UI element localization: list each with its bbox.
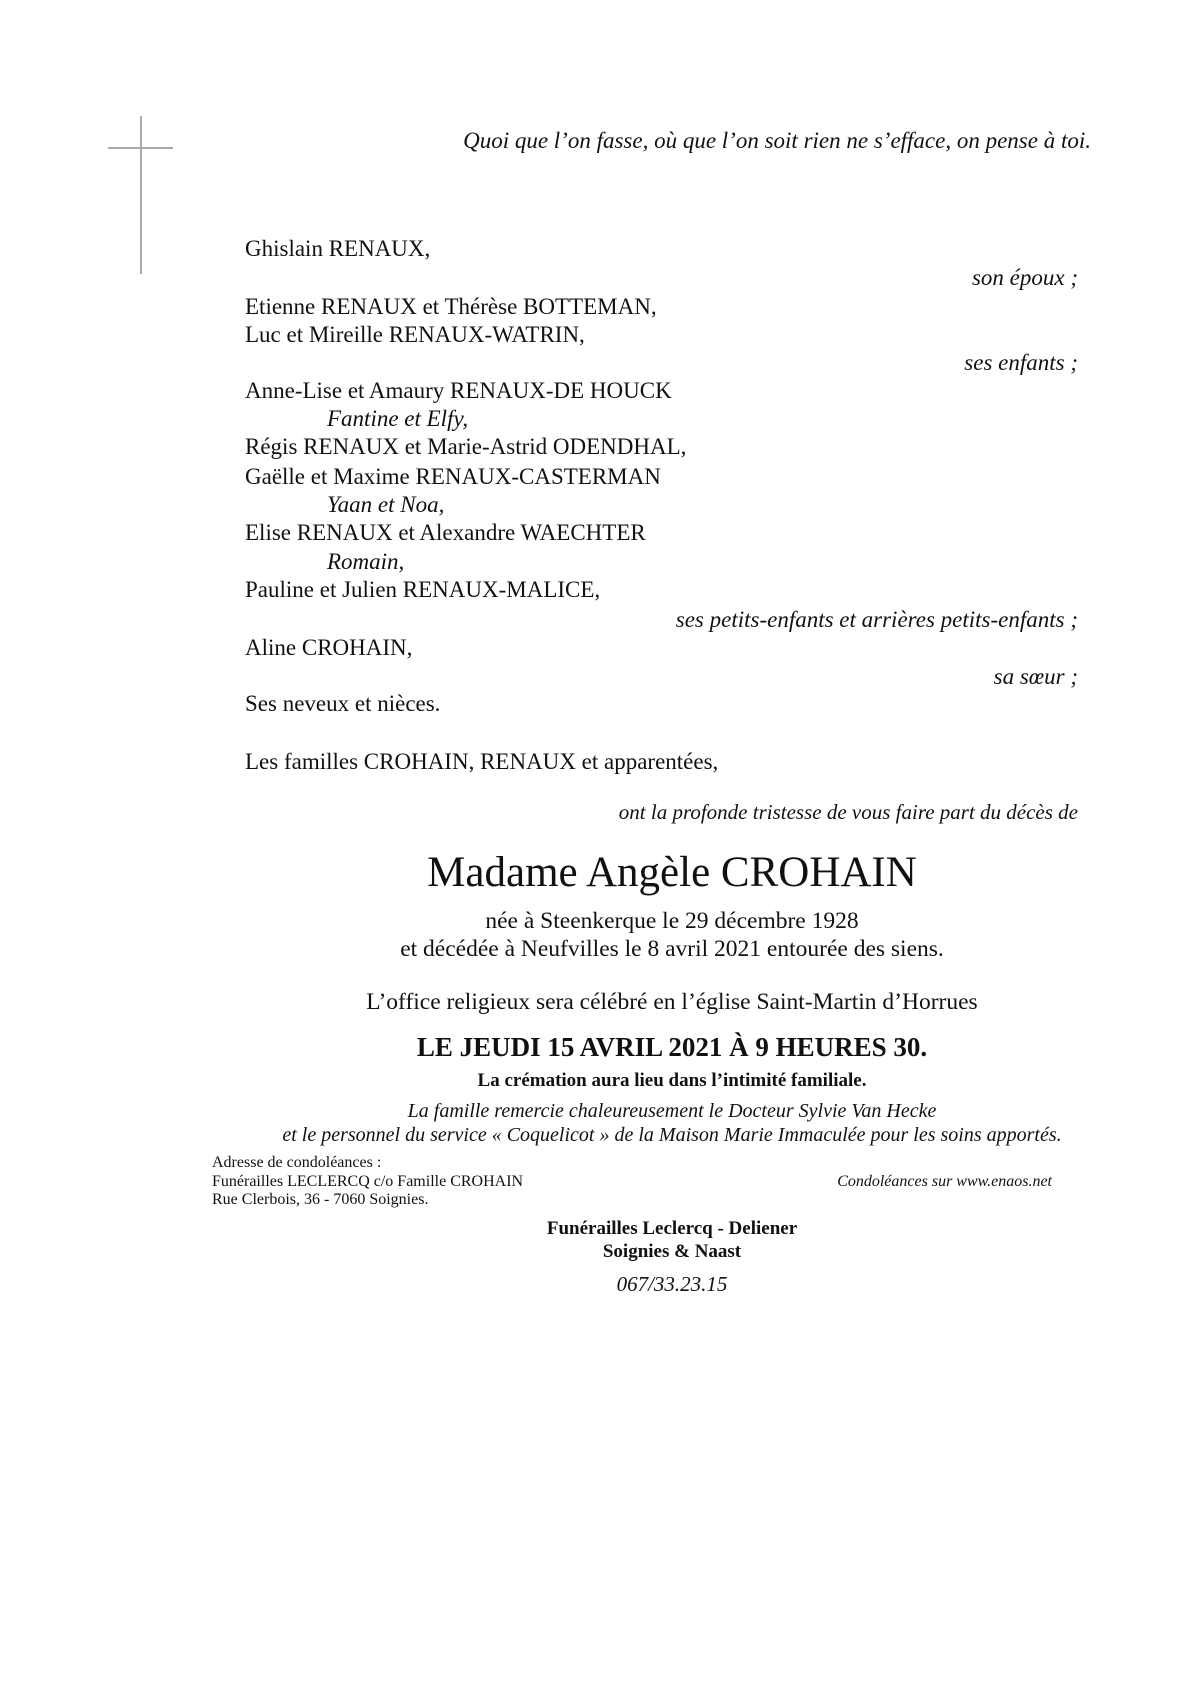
funeral-home-phone: 067/33.23.15: [616, 1272, 728, 1296]
sister-name: Aline CROHAIN,: [245, 635, 413, 660]
cross-horizontal-bar: [108, 147, 173, 149]
funeral-home-locations: Soignies & Naast: [602, 1241, 742, 1262]
great-grandchildren-names: Yaan et Noa,: [327, 492, 445, 517]
condolence-address-label: Adresse de condoléances :: [212, 1154, 382, 1171]
nephews-nieces: Ses neveux et nièces.: [245, 691, 441, 716]
birth-info: née à Steenkerque le 29 décembre 1928: [485, 908, 859, 934]
deceased-name: Madame Angèle CROHAIN: [427, 849, 917, 896]
extended-families: Les familles CROHAIN, RENAUX et apparentées,: [245, 749, 719, 774]
sister-relation: sa sœur ;: [993, 664, 1078, 689]
spouse-name: Ghislain RENAUX,: [245, 236, 431, 261]
child-name: Etienne RENAUX et Thérèse BOTTEMAN,: [245, 294, 657, 319]
condolence-address-line: Rue Clerbois, 36 - 7060 Soignies.: [212, 1191, 429, 1208]
online-condolences: Condoléances sur www.enaos.net: [837, 1173, 1052, 1190]
service-info: L’office religieux sera célébré en l’église Saint-Martin d’Horrues: [366, 989, 978, 1015]
grandchild-name: Anne-Lise et Amaury RENAUX-DE HOUCK: [245, 378, 672, 403]
service-datetime: LE JEUDI 15 AVRIL 2021 À 9 HEURES 30.: [416, 1032, 928, 1062]
grandchild-name: Régis RENAUX et Marie-Astrid ODENDHAL,: [245, 434, 687, 459]
death-info: et décédée à Neufvilles le 8 avril 2021 entourée des siens.: [400, 936, 944, 962]
epigraph: Quoi que l’on fasse, où que l’on soit rien ne s’efface, on pense à toi.: [463, 128, 1091, 153]
cremation-note: La crémation aura lieu dans l’intimité familiale.: [477, 1070, 867, 1091]
great-grandchildren-names: Romain,: [327, 549, 405, 574]
spouse-relation: son époux ;: [971, 265, 1078, 290]
condolence-address-line: Funérailles LECLERCQ c/o Famille CROHAIN: [212, 1173, 524, 1190]
thanks-line: La famille remercie chaleureusement le Docteur Sylvie Van Hecke: [407, 1100, 937, 1122]
cross-vertical-bar: [140, 116, 142, 274]
child-name: Luc et Mireille RENAUX-WATRIN,: [245, 322, 585, 347]
grandchild-name: Gaëlle et Maxime RENAUX-CASTERMAN: [245, 464, 661, 489]
thanks-line: et le personnel du service « Coquelicot » de la Maison Marie Immaculée pour les soins apportés.: [282, 1124, 1062, 1146]
grandchild-name: Elise RENAUX et Alexandre WAECHTER: [245, 520, 646, 545]
announcement-text: ont la profonde tristesse de vous faire part du décès de: [618, 800, 1078, 824]
grandchild-name: Pauline et Julien RENAUX-MALICE,: [245, 577, 601, 602]
funeral-home-name: Funérailles Leclercq - Deliener: [546, 1218, 798, 1239]
great-grandchildren-names: Fantine et Elfy,: [327, 406, 469, 431]
children-relation: ses enfants ;: [964, 350, 1078, 375]
grandchildren-relation: ses petits-enfants et arrières petits-enfants ;: [675, 607, 1078, 632]
